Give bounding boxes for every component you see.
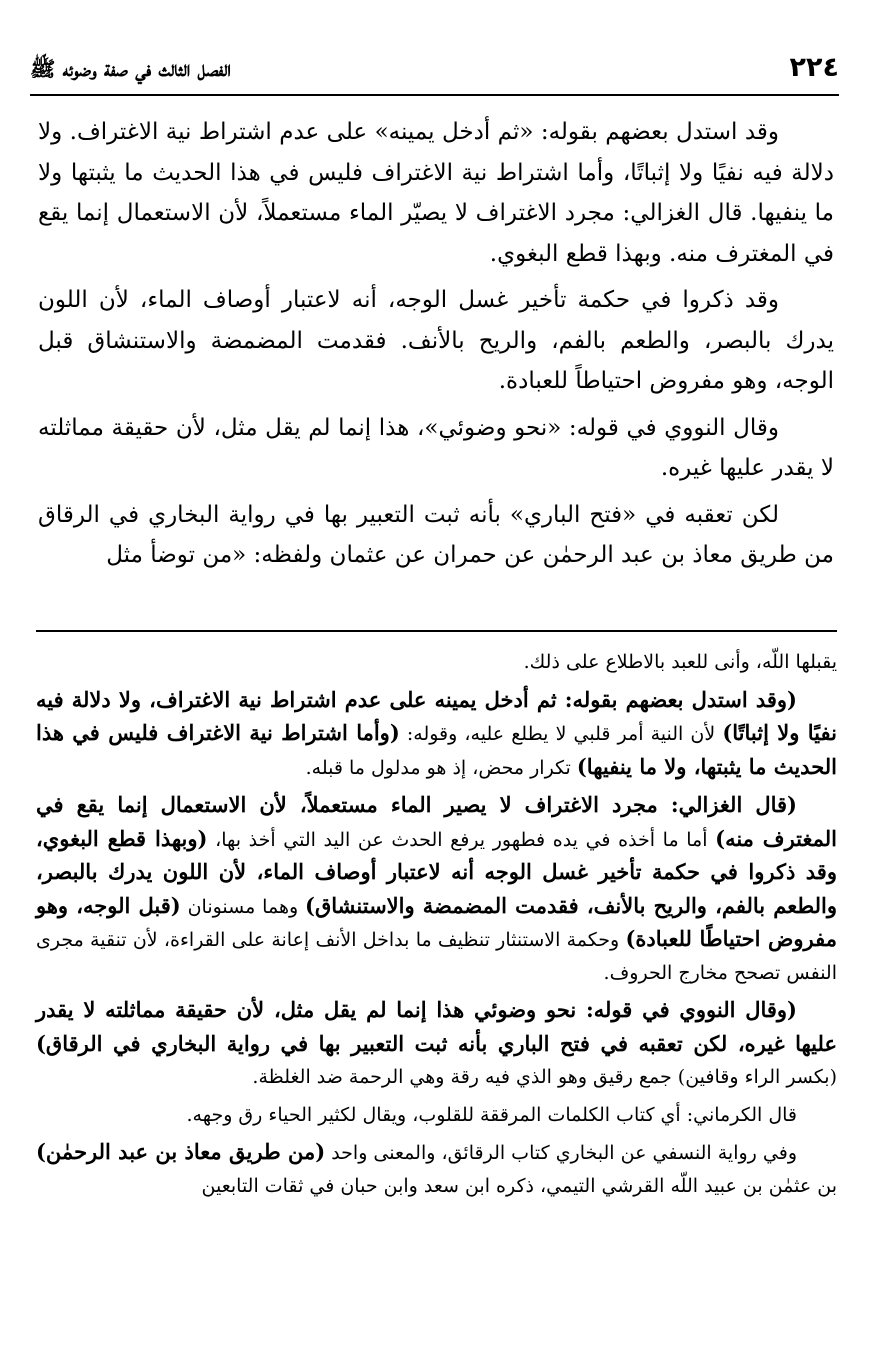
quoted-text: (من طريق معاذ بن عبد الرحمٰن) — [36, 1139, 326, 1164]
footnote-separator — [36, 630, 837, 632]
commentary-text: يقبلها اللّه، وأنى للعبد بالاطلاع على ذلك. — [523, 651, 837, 673]
quoted-text: (وأما اشتراط نية الاغتراف فليس في هذا الحديث ما يثبتها، ولا ما ينفيها) — [36, 720, 837, 779]
quoted-text: (وقد استدل بعضهم بقوله: ثم أدخل يمينه على عدم اشتراط نية الاغتراف، ولا دلالة فيه نفيًا ولا إثباتًا) — [36, 686, 837, 745]
commentary-paragraph — [36, 789, 837, 989]
main-paragraph: وقد استدل بعضهم بقوله: «ثم أدخل يمينه» على عدم اشتراط نية الاغتراف. ولا دلالة فيه نفيًا ولا إثباتًا، وأما اشتراط نية الاغتراف فليس في هذا الحديث ما يثبتها ولا ما ينفيها. قال الغزالي: مجرد الاغتراف لا يصيّر الماء مستعملاً، لأن الاستعمال إنما يقع في المغترف منه. وبهذا قطع البغوي. — [38, 119, 834, 267]
main-text — [38, 112, 834, 576]
commentary-text: وفي رواية النسفي عن البخاري كتاب الرقائق، والمعنى واحد — [325, 1142, 797, 1164]
main-paragraph: لكن تعقبه في «فتح الباري» بأنه ثبت التعبير بها في رواية البخاري في الرقاق من طريق معاذ بن عبد الرحمٰن عن حمران عن عثمان ولفظه: «من توضأ مثل — [38, 501, 834, 568]
page-header — [30, 50, 839, 96]
commentary-text: وهما مسنونان — [180, 895, 306, 918]
commentary-paragraph — [36, 684, 837, 785]
commentary — [36, 646, 837, 1202]
commentary-text: تكرار محض، إذ هو مدلول ما قبله. — [305, 756, 577, 779]
commentary-paragraph — [36, 994, 837, 1094]
running-title: الفصل الثالث في صفة وضوئه ﷺ — [30, 56, 231, 81]
commentary-paragraph — [36, 1136, 837, 1202]
commentary-text: وحكمة الاستنثار تنظيف ما بداخل الأنف إعانة على القراءة، لأن تنقية مجرى النفس تصحح مخارج الحروف. — [36, 929, 837, 984]
commentary-paragraph — [36, 646, 837, 679]
page-number: ٢٢٤ — [789, 52, 839, 83]
commentary-text: بن عثمٰن بن عبيد اللّه القرشي التيمي، ذكره ابن سعد وابن حبان في ثقات التابعين — [201, 1174, 837, 1197]
quoted-text: (وقال النووي في قوله: نحو وضوئي هذا إنما لم يقل مثل، لأن حقيقة مماثلته لا يقدر عليها غيره، لكن تعقبه في فتح الباري بأنه ثبت التعبير بها في رواية البخاري في الرقاق) — [36, 997, 837, 1056]
main-paragraph: وقد ذكروا في حكمة تأخير غسل الوجه، أنه لاعتبار أوصاف الماء، لأن اللون يدرك بالبصر، والطعم بالفم، والريح بالأنف. فقدمت المضمضة والاستنشاق قبل الوجه، وهو مفروض احتياطاً للعبادة. — [38, 287, 834, 394]
quoted-text: (قال الغزالي: مجرد الاغتراف لا يصير الماء مستعملاً، لأن الاستعمال إنما يقع في المغترف منه) — [36, 792, 838, 851]
commentary-text: (بكسر الراء وقافين) جمع رقيق وهو الذي فيه رقة وهي الرحمة ضد الغلظة. — [252, 1066, 837, 1088]
quoted-text: (قبل الوجه، وهو مفروض احتياطًا للعبادة) — [36, 892, 837, 951]
commentary-text: أما ما أخذه في يده فطهور يرفع الحدث عن اليد التي أخذ بها، — [207, 828, 716, 851]
quoted-text: (وبهذا قطع البغوي، وقد ذكروا في حكمة تأخير غسل الوجه أنه لاعتبار أوصاف الماء، لأن اللون يدرك بالبصر، والطعم بالفم، والريح بالأنف، فقدمت المضمضة والاستنشاق) — [36, 825, 837, 918]
commentary-paragraph — [36, 1099, 837, 1132]
commentary-text: لأن النية أمر قلبي لا يطلع عليه، وقوله: — [399, 723, 723, 745]
commentary-text: قال الكرماني: أي كتاب الكلمات المرققة للقلوب، ويقال لكثير الحياء رق وجهه. — [186, 1103, 797, 1126]
main-paragraph: وقال النووي في قوله: «نحو وضوئي»، هذا إنما لم يقل مثل، لأن حقيقة مماثلته لا يقدر عليها غيره. — [38, 414, 834, 481]
